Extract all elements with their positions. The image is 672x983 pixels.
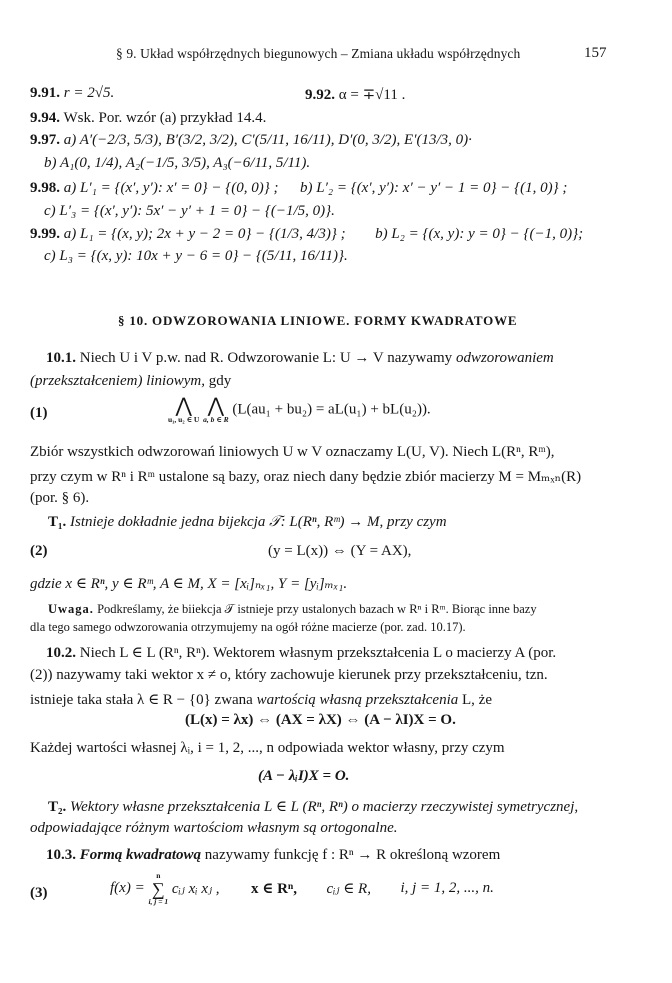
equation-tag-3: (3) bbox=[30, 885, 48, 901]
page-number: 157 bbox=[584, 45, 607, 61]
answer-9-99-ab bbox=[30, 226, 583, 243]
equation-2: (y = L(x)) ⇔ (Y = AX), bbox=[268, 543, 412, 559]
where-clause: gdzie x ∈ Rⁿ, y ∈ Rᵐ, A ∈ M, X = [xᵢ]ₙₓ₁, Y = [yᵢ]ₘₓ₁. bbox=[30, 576, 348, 592]
answer-label: 9.98. bbox=[30, 180, 60, 196]
equation-lhs: f(x) = bbox=[110, 880, 145, 896]
paragraph-zbior-line3: (por. § 6). bbox=[30, 490, 90, 506]
item-label: 10.1. bbox=[46, 350, 76, 366]
theorem-t2-line1 bbox=[48, 797, 578, 816]
text: nazywamy funkcję f : Rⁿ → R określoną wzorem bbox=[204, 847, 501, 863]
quantifier-2-range: a, b ∈ R bbox=[203, 415, 229, 424]
term: wartością własną przekształcenia bbox=[256, 692, 459, 708]
equation-body: (L(au₁ + bu₂) = aL(u₁) + bL(u₂)). bbox=[232, 401, 431, 418]
answer-label: 9.94. bbox=[30, 110, 60, 126]
equation-tag-2: (2) bbox=[30, 543, 48, 559]
sum-upper: n bbox=[156, 871, 161, 880]
text: Niech U i V p.w. nad R. Odwzorowanie L: U → V nazywamy bbox=[79, 350, 453, 366]
theorem-label: T₁. bbox=[48, 514, 67, 530]
text: gdy bbox=[208, 373, 232, 389]
answer-9-97-a bbox=[30, 132, 472, 149]
note-line2: dla tego samego odwzorowania otrzymujemy na ogół różne macierze (por. zad. 10.17). bbox=[30, 620, 466, 634]
term: Formą kwadratową bbox=[79, 847, 202, 863]
answer-text: r = 2√5. bbox=[63, 85, 115, 101]
condition-ij: i, j = 1, 2, ..., n. bbox=[400, 880, 494, 896]
condition-x: x ∈ Rⁿ, bbox=[251, 881, 297, 897]
answer-label: 9.91. bbox=[30, 85, 60, 101]
summation bbox=[148, 872, 168, 905]
note-label: Uwaga. bbox=[48, 602, 94, 616]
item-label: 10.2. bbox=[46, 645, 76, 661]
answer-text: Wsk. Por. wzór (a) przykład 14.4. bbox=[63, 110, 267, 126]
paragraph-10-2-line1 bbox=[46, 643, 556, 662]
answer-part-a: a) L′₁ = {(x′, y′): x′ = 0} − {(0, 0)} ; bbox=[63, 180, 279, 196]
answer-9-91 bbox=[30, 85, 114, 102]
text: Niech L ∈ L (Rⁿ, Rⁿ). Wektorem własnym przekształcenia L o macierzy A (por. bbox=[79, 645, 557, 661]
answer-part-a: a) A′(−2/3, 5/3), B′(3/2, 3/2), C′(5/11, 16/11), D′(0, 3/2), E′(13/3, 0)· bbox=[63, 132, 472, 148]
theorem-t2-line2: odpowiadające różnym wartościom własnym są ortogonalne. bbox=[30, 820, 398, 836]
condition-c: cᵢⱼ ∈ R, bbox=[326, 881, 371, 897]
paragraph-kazdej: Każdej wartości własnej λᵢ, i = 1, 2, ..., n odpowiada wektor własny, przy czym bbox=[30, 740, 505, 756]
paragraph-10-1-line2 bbox=[30, 373, 231, 390]
quantifier-2 bbox=[203, 396, 229, 424]
paragraph-zbior-line1: Zbiór wszystkich odwzorowań liniowych U w V oznaczamy L(U, V). Niech L(Rⁿ, Rᵐ), bbox=[30, 444, 555, 460]
equation-3 bbox=[110, 872, 494, 905]
sigma-icon: ∑ bbox=[151, 878, 165, 899]
equation-1 bbox=[168, 396, 431, 424]
answer-text: α = ∓√11 . bbox=[338, 87, 406, 103]
answer-9-98-c: c) L′₃ = {(x′, y′): 5x′ − y′ + 1 = 0} − {(−1/5, 0)}. bbox=[44, 203, 335, 219]
text: L, że bbox=[462, 692, 492, 708]
answer-label: 9.92. bbox=[305, 87, 335, 103]
answer-9-94 bbox=[30, 110, 266, 127]
term: (przekształceniem) liniowym, bbox=[30, 373, 205, 389]
equation-eigen-i: (A − λᵢI)X = O. bbox=[258, 768, 350, 784]
note-text: Podkreślamy, że biiekcja 𝒯 istnieje przy ustalonych bazach w Rⁿ i Rᵐ. Biorąc inne bazy bbox=[97, 602, 537, 616]
theorem-label: T₂. bbox=[48, 799, 67, 815]
term: odwzorowaniem bbox=[455, 350, 554, 366]
equation-summand: cᵢⱼ xᵢ xⱼ , bbox=[171, 881, 220, 897]
answer-part-b: b) L′₂ = {(x′, y′): x′ − y′ − 1 = 0} − {(1, 0)} ; bbox=[299, 180, 568, 196]
answer-part-b: b) L₂ = {(x, y): y = 0} − {(−1, 0)}; bbox=[375, 226, 584, 242]
section-title: § 10. ODWZOROWANIA LINIOWE. FORMY KWADRATOWE bbox=[118, 313, 518, 328]
paragraph-10-2-line2: (2)) nazywamy taki wektor x ≠ o, który zachowuje kierunek przy przekształceniu, tzn. bbox=[30, 667, 548, 683]
wedge-icon: ⋀ bbox=[175, 395, 192, 417]
running-header: § 9. Układ współrzędnych biegunowych – Zmiana układu współrzędnych bbox=[116, 46, 521, 61]
item-label: 10.3. bbox=[46, 847, 76, 863]
answer-9-98-ab bbox=[30, 180, 567, 197]
paragraph-10-2-line3 bbox=[30, 690, 492, 709]
equation-tag-1: (1) bbox=[30, 405, 48, 421]
quantifier-1 bbox=[168, 396, 199, 424]
answer-part-a: a) L₁ = {(x, y); 2x + y − 2 = 0} − {(1/3, 4/3)} ; bbox=[63, 226, 346, 242]
note-line1 bbox=[48, 602, 537, 617]
paragraph-10-1-line1 bbox=[46, 350, 554, 367]
equation-eigen: (L(x) = λx) ⇔ (AX = λX) ⇔ (A − λI)X = O. bbox=[185, 712, 456, 728]
sum-lower: i, j = 1 bbox=[148, 896, 169, 906]
answer-9-99-c: c) L₃ = {(x, y): 10x + y − 6 = 0} − {(5/11, 16/11)}. bbox=[44, 248, 348, 264]
text: istnieje taka stała λ ∈ R − {0} zwana bbox=[30, 692, 253, 708]
quantifier-1-range: u₁, u₂ ∈ U bbox=[168, 415, 200, 424]
theorem-text: Istnieje dokładnie jedna bijekcja 𝒯: L(Rⁿ, Rᵐ) → M, przy czym bbox=[70, 514, 447, 530]
answer-9-92 bbox=[305, 85, 405, 104]
paragraph-10-3 bbox=[46, 847, 500, 864]
answer-label: 9.97. bbox=[30, 132, 60, 148]
answer-label: 9.99. bbox=[30, 226, 60, 242]
theorem-text: Wektory własne przekształcenia L ∈ L (Rⁿ, Rⁿ) o macierzy rzeczywistej symetrycznej, bbox=[70, 799, 579, 815]
theorem-t1 bbox=[48, 513, 447, 531]
answer-9-97-b: b) A₁(0, 1/4), A₂(−1/5, 3/5), A₃(−6/11, 5/11). bbox=[44, 155, 311, 171]
paragraph-zbior-line2: przy czym w Rⁿ i Rᵐ ustalone są bazy, oraz niech dany będzie zbiór macierzy M = Mₘₓₙ(R) bbox=[30, 469, 582, 485]
wedge-icon: ⋀ bbox=[207, 395, 225, 417]
